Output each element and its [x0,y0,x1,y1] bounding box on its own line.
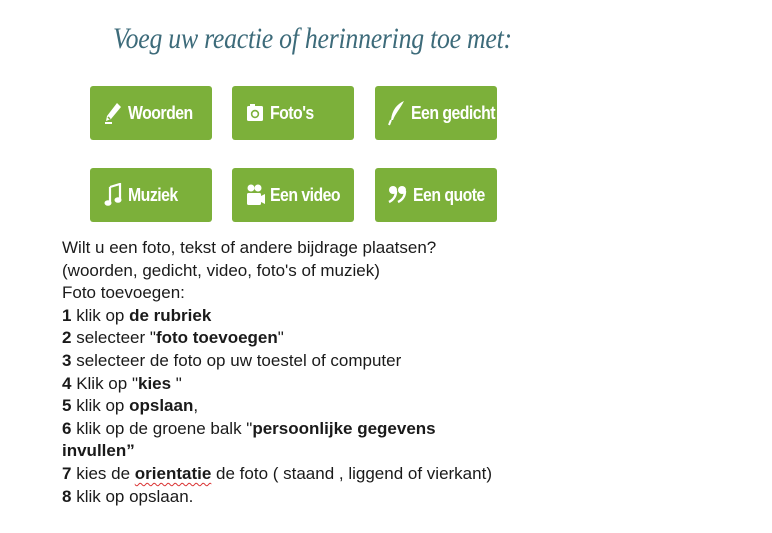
step-text: klik op [71,396,130,416]
page-heading: Voeg uw reactie of herinnering toe met: [113,22,512,55]
step-emphasis: invullen” [62,441,135,461]
intro-line-3: Foto toevoegen: [62,283,185,303]
step-text: Klik op " [71,373,138,393]
video-camera-icon [244,182,266,208]
muziek-label: Muziek [128,184,178,205]
step-number: 1 [62,305,72,325]
step-text: " [175,373,182,393]
step-text: kies de [71,463,135,483]
woorden-label: Woorden [128,102,193,123]
step-2 [62,327,492,350]
een-video-label: Een video [270,184,341,205]
step-6 [62,418,492,441]
step-text: , [193,396,199,416]
step-emphasis: persoonlijke gegevens [252,418,436,438]
step-6-continued [62,440,492,463]
step-text: selecteer " [71,328,156,348]
intro-line-2: (woorden, gedicht, video, foto's of muziek) [62,260,380,280]
pen-icon [102,100,124,126]
step-1 [62,305,492,328]
step-7 [62,463,492,486]
fotos-label: Foto's [270,102,314,123]
fotos-button[interactable] [232,86,354,140]
step-text: de foto ( staand , liggend of vierkant) [211,463,492,483]
step-emphasis: de rubriek [129,305,212,325]
music-note-icon [102,182,124,208]
step-text: " [277,328,284,348]
step-3 [62,350,492,373]
step-number: 5 [62,396,72,416]
step-number: 6 [62,418,72,438]
intro-line-1: Wilt u een foto, tekst of andere bijdrage plaatsen? [62,238,437,257]
instructions [62,237,492,508]
step-number: 7 [62,463,72,483]
step-5 [62,395,492,418]
step-number: 8 [62,486,72,506]
step-emphasis-misspelled: orientatie [134,463,212,483]
een-quote-button[interactable] [375,168,497,222]
step-emphasis: kies [137,373,176,393]
quill-icon [387,100,407,126]
een-gedicht-label: Een gedicht [411,102,495,123]
step-text: klik op de groene balk " [71,418,253,438]
step-text: selecteer de foto op uw toestel of computer [71,350,402,370]
step-emphasis: opslaan [129,396,194,416]
woorden-button[interactable] [90,86,212,140]
step-number: 2 [62,328,72,348]
step-8 [62,486,492,509]
step-text: klik op opslaan. [71,486,194,506]
een-gedicht-button[interactable] [375,86,497,140]
camera-icon [244,100,266,126]
step-number: 4 [62,373,72,393]
step-number: 3 [62,350,72,370]
quote-icon [387,182,409,208]
muziek-button[interactable] [90,168,212,222]
step-4 [62,373,492,396]
een-video-button[interactable] [232,168,354,222]
een-quote-label: Een quote [413,184,485,205]
step-emphasis: foto toevoegen [155,328,278,348]
step-text: klik op [71,305,130,325]
